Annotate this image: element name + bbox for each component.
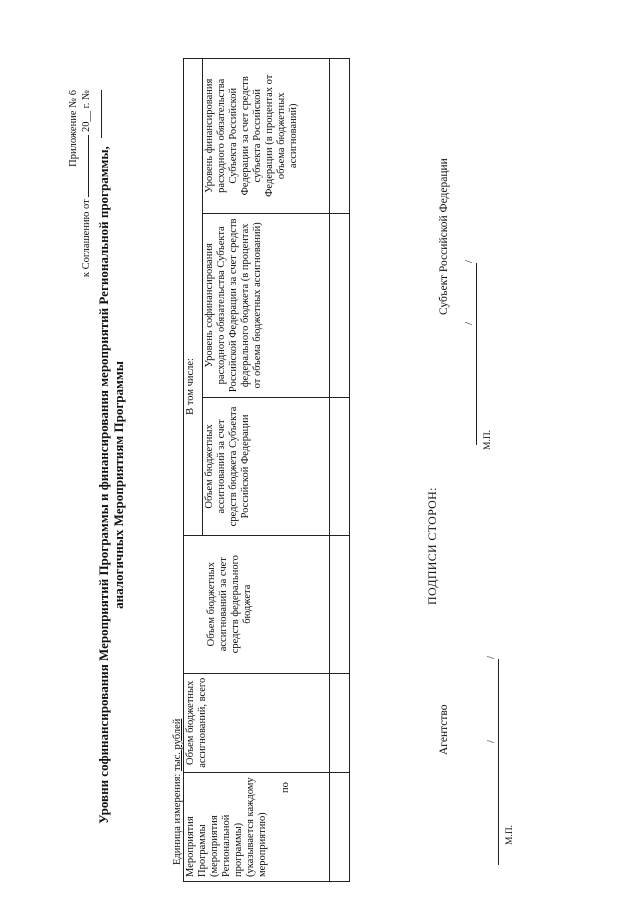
table-cell[interactable] [330, 535, 350, 673]
table-row [330, 59, 350, 882]
financing-table [183, 58, 350, 882]
left-slash-2: / [485, 655, 497, 659]
header-federal-allocations: Объем бюджетных ассигнований за счет средств федерального бюджета [184, 535, 330, 673]
right-party-name: Субъект Российской Федерации [438, 158, 450, 315]
date-blank [80, 135, 89, 197]
page-title: Уровни софинансирования Мероприятий Программы и финансирования мероприятий Региональной программы, аналогичных Мероприятиям Программы [96, 146, 126, 824]
header-subject-allocations: Объем бюджетных ассигнований за счет средств бюджета Субъекта Российской Федерации [203, 398, 330, 536]
header-measures-po: по [280, 782, 291, 793]
left-slash-1: / [485, 739, 497, 743]
right-name-line[interactable] [476, 263, 477, 319]
left-stamp-label: М.П. [505, 824, 515, 845]
appendix-agreement-ref: к Соглашению от 20__ г. № [80, 90, 106, 320]
left-name-line[interactable] [498, 659, 499, 737]
header-total-allocations: Объем бюджетных ассигнований, всего [184, 673, 330, 772]
header-federal-cofinancing-level: Уровень софинансирования расходного обязательства Субъекта Российской Федерации за счет средств федерального бюджета (в процентах от объема бюджетных ассигнований) [203, 213, 330, 397]
left-party-name: Агентство [438, 704, 450, 755]
right-slash-2: / [463, 259, 475, 263]
appendix-number: Приложение № 6 [68, 90, 79, 167]
table-cell[interactable] [330, 673, 350, 772]
signatures-heading: ПОДПИСИ СТОРОН: [425, 487, 439, 605]
right-stamp-label: М.П. [483, 429, 493, 450]
header-measures: Мероприятия Программы (мероприятия Региональной программы) (указывается каждому мероприятию) [184, 773, 330, 882]
header-in-total: В том числе: [184, 59, 203, 536]
header-subject-financing-level: Уровень финансирования расходного обязательства Субъекта Российской Федерации за счет средств субъекта Российской Федерации (в процентах от объема бюджетных ассигнований) [203, 59, 330, 214]
unit-of-measure: Единица измерения: тыс. рублей [172, 718, 183, 865]
table-cell[interactable] [330, 213, 350, 397]
table-cell[interactable] [330, 59, 350, 214]
table-cell[interactable] [330, 773, 350, 882]
right-slash-1: / [463, 321, 475, 325]
table-cell[interactable] [330, 398, 350, 536]
